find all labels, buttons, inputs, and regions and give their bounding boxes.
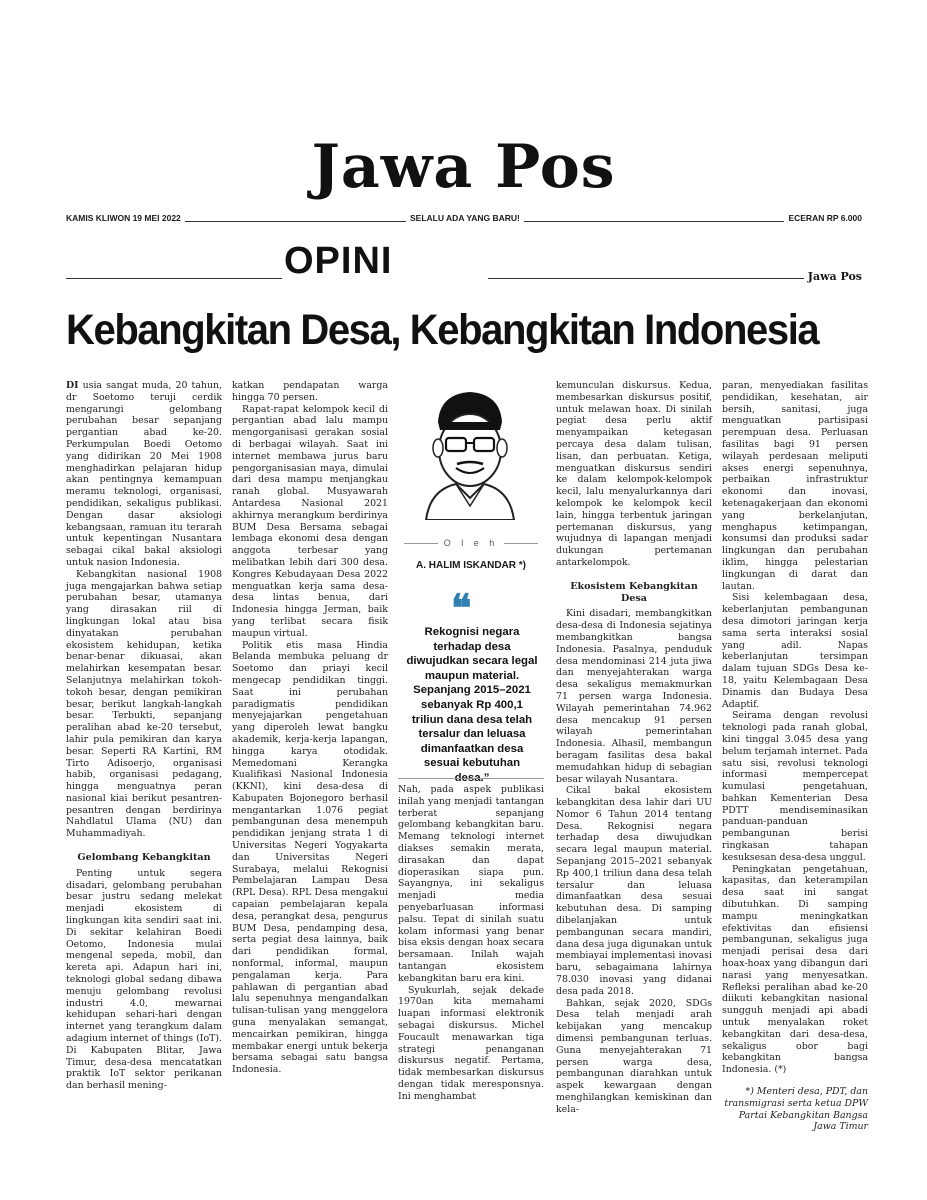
article-headline: Kebangkitan Desa, Kebangkitan Indonesia xyxy=(66,306,819,354)
paragraph: paran, menyediakan fasilitas pendidikan, kesehatan, air bersih, sanitasi, juga menguatkan partisipasi perempuan desa. Perluasan fasilitas bagi 91 persen wilayah perdesaan meliputi akses energi sepenuhnya, perbaikan infrastruktur ekonomi dan inovasi, ketenagakerjaan dan ekonomi yang berkelanjutan, menghapus ketimpangan, konsumsi dan produksi sadar lingkungan dan perubahan iklim, hingga pelestarian lingkungan di darat dan lautan. xyxy=(722,380,868,592)
article-column-1 xyxy=(66,380,222,1092)
section-title: OPINI xyxy=(284,240,393,282)
paragraph: Bahkan, sejak 2020, SDGs Desa telah menjadi arah kebijakan yang mencakup dimensi pembangunan terluas. Guna menyejahterakan 71 persen warga desa, pembangunan diarahkan untuk aspek kewargaan dengan menghilangkan kemiskinan dan kela- xyxy=(556,997,712,1115)
paragraph: Penting untuk segera disadari, gelombang perubahan besar justru sedang melekat menjadi ekosistem di lingkungan kita sendiri saat ini. Di sekitar kelahiran Boedi Oetomo, Indonesia mulai mengenal sepeda, mobil, dan kereta api. Adapun hari ini, teknologi global sedang dibawa menuju gelombang revolusi industri 4.0, mewarnai kehidupan sehari-hari dengan internet yang terangkum dalam adagium internet of things (IoT). Di Kabupaten Blitar, Jawa Timur, desa-desa mencatatkan praktik IoT sektor perikanan dan berhasil mening- xyxy=(66,867,222,1092)
newspaper-masthead: Jawa Pos xyxy=(311,132,616,202)
byline-prefix: O l e h xyxy=(443,538,499,548)
paragraph: Politik etis masa Hindia Belanda membuka peluang dr Soetomo dan priayi kecil mengecap pendidikan tinggi. Saat ini perubahan paradigmatis pendidikan menyejajarkan pengetahuan yang diperoleh lewat bangku akademik, kerja-kerja lapangan, hingga karya otodidak. Memedomani Kerangka Kualifikasi Nasional Indonesia (KKNI), kini desa-desa di Kabupaten Bojonegoro berhasil mengantarkan 1.076 pegiat pembangunan desa menempuh pendidikan jenjang strata 1 di Universitas Negeri Yogyakarta dan Universitas Negeri Surabaya, melalui Rekognisi Pembelajaran Lampau Desa (RPL Desa). RPL Desa mengakui capaian pembelajaran kepala desa, perangkat desa, pengurus BUM Desa, pendamping desa, serta pegiat desa lainnya, baik dari pendidikan formal, nonformal, informal, maupun pengalaman kerja. Para pahlawan di pergantian abad lalu sepenuhnya mengandalkan tulisan-tulisan yang menggelora guna menyalakan semangat, mencairkan pemikiran, hingga membakar energi untuk bekerja bersama sebagai satu bangsa Indonesia. xyxy=(232,639,388,1076)
article-column-5 xyxy=(722,380,868,1133)
subheading: Gelombang Kebangkitan xyxy=(77,852,211,864)
article-column-4 xyxy=(556,380,712,1116)
paragraph: Sisi kelembagaan desa, keberlanjutan pembangunan desa dimotori jaringan kerja sama serta interaksi sosial yang adil. Napas keberlanjutan tersimpan dalam tujuan SDGs Desa ke-18, yaitu Kelembagaan Desa Dinamis dan Budaya Desa Adaptif. xyxy=(722,592,868,710)
article-column-3 xyxy=(398,784,544,1103)
author-note: *) Menteri desa, PDT, dan transmigrasi serta ketua DPW Partai Kebangkitan Bangsa Jawa Timur xyxy=(724,1086,868,1133)
paragraph: katkan pendapatan warga hingga 70 persen. xyxy=(232,380,388,403)
paragraph: Rapat-rapat kelompok kecil di pergantian abad lalu mampu mengorganisasi gerakan sosial di berbagai wilayah. Saat ini internet membawa jurus baru pengorganisasian maya, dimulai dari desa mampu menjangkau ranah global. Musyawarah Antardesa Nasional 2021 akhirnya merangkum berdirinya BUM Desa Bersama sebagai lembaga ekonomi desa dengan anggota terbesar yang melibatkan lebih dari 300 desa. Kongres Kebudayaan Desa 2022 menguatkan kerja sama desa-desa lintas benua, dari Indonesia hingga Jerman, baik yang terlibat secara fisik maupun virtual. xyxy=(232,403,388,639)
paragraph: Syukurlah, sejak dekade 1970an kita memahami luapan informasi elektronik sebagai diskursus. Michel Foucault menawarkan tiga strategi penanganan diskursus negatif. Pertama, tidak membesarkan diskursus dengan tidak meresponsnya. Ini menghambat xyxy=(398,984,544,1102)
paragraph: Peningkatan pengetahuan, kapasitas, dan keterampilan desa saat ini sangat dibutuhkan. Di samping mampu meningkatkan efektivitas dan efisiensi pembangunan, sekaligus juga menjadi perisai desa dari hoax-hoax yang dibangun dari narasi yang menyesatkan. Refleksi peralihan abad ke-20 diikuti kebangkitan nasional sungguh menjadi api abadi untuk menyalakan roket kebangkitan dari desa-desa, sekaligus obor bagi kebangkitan bangsa Indonesia. (*) xyxy=(722,863,868,1076)
issue-date: KAMIS KLIWON 19 MEI 2022 xyxy=(66,213,185,223)
paragraph: Cikal bakal ekosistem kebangkitan desa lahir dari UU Nomor 6 Tahun 2014 tentang Desa. Rekognisi negara terhadap desa diwujudkan secara legal maupun material. Sepanjang 2015–2021 sebanyak Rp 400,1 triliun dana desa telah tersalur dan leluasa dimanfaatkan desa sesuai kebutuhan desa. Di samping dibelanjakan untuk pembangunan secara mandiri, dana desa juga digunakan untuk membiayai implementasi inovasi baru, sebagaimana lahirnya 78.030 inovasi yang didanai desa pada 2018. xyxy=(556,785,712,997)
paragraph: Kini disadari, membangkitkan desa-desa di Indonesia sejatinya membangkitkan bangsa Indonesia. Pasalnya, penduduk desa mendominasi 214 juta jiwa dan menyejahterakan warga desa sekaligus memakmurkan 71 persen warga Indonesia. Wilayah pemerintahan 74.962 desa mencakup 91 persen wilayah pemerintahan Indonesia. Alhasil, membangun beragam fasilitas desa bakal memudahkan hidup di sebagian besar wilayah Nusantara. xyxy=(556,608,712,785)
quote-icon: ❝ xyxy=(451,585,472,630)
section-brand: Jawa Pos xyxy=(804,270,862,283)
paragraph: DI usia sangat muda, 20 tahun, dr Soetomo teruji cerdik mengarungi gelombang perubahan besar sepanjang pergantian abad ke-20. Perkumpulan Boedi Oetomo yang didirikan 20 Mei 1908 menghadirkan pelajaran hidup akan pentingnya kemampuan meramu teknologi, organisasi, pendidikan, sekaligus publikasi. Dengan dasar aksiologi kebangsaan, ramuan itu terarah untuk kepentingan Nusantara sebagai cikal bakal aksiologi untuk nasion Indonesia. xyxy=(66,380,222,568)
article-column-2 xyxy=(232,380,388,1076)
paragraph: Nah, pada aspek publikasi inilah yang menjadi tantangan terberat sepanjang gelombang kebangkitan baru. Memang teknologi internet diakses semakin merata, dirasakan dan dapat dioperasikan siapa pun. Sayangnya, ini sekaligus menjadi media penyebarluasan informasi palsu. Tepat di sinilah suatu kolam informasi yang benar bisa eksis dengan hoax secara bersamaan. Inilah wajah tantangan ekosistem kebangkitan baru era kini. xyxy=(398,784,544,984)
paragraph: Kebangkitan nasional 1908 juga mengajarkan bahwa setiap perubahan besar, utamanya yang dirasakan riil di lingkungan lokal atau bisa dinyatakan perubahan ekosistem kehidupan, ketika benar-benar dikuasai, akan melahirkan kesempatan besar. Selanjutnya melahirkan tokoh-tokoh besar, dengan pemikiran besar, berikut langkah-langkah besar. Terbukti, sepanjang peralihan abad ke-20 tersebut, lahir pula pemikiran dan karya besar. Seperti RA Kartini, RM Tirto Adisoerjo, organisasi habib, organisasi pedagang, hingga menguatnya peran nasional kiai berikut pesantren-pesantren dengan berdirinya Nahdlatul Ulama (NU) dan Muhammadiyah. xyxy=(66,568,222,840)
byline-rule-right xyxy=(504,543,538,544)
dateline-bar xyxy=(66,213,862,227)
section-header xyxy=(66,240,862,288)
pull-quote: Rekognisi negara terhadap desa diwujudkan secara legal maupun material. Sepanjang 2015–2021 sebanyak Rp 400,1 triliun dana desa telah tersalur dan leluasa dimanfaatkan desa sesuai kebutuhan desa.” xyxy=(406,626,538,784)
pull-quote-rule xyxy=(398,778,544,779)
subheading: Ekosistem Kebangkitan Desa xyxy=(570,580,698,604)
author-portrait xyxy=(400,380,538,520)
slogan: SELALU ADA YANG BARU! xyxy=(406,213,524,223)
paragraph: Seirama dengan revolusi teknologi pada ranah global, kini tinggal 3.045 desa yang belum terjamah internet. Pada satu sisi, revolusi teknologi informasi mempercepat kumulasi pengetahuan, bahkan Kementerian Desa PDTT mendiseminasikan panduan-panduan pembangunan berisi ringkasan tahapan kesuksesan desa-desa unggul. xyxy=(722,710,868,863)
drop-cap: DI xyxy=(66,380,79,391)
price: ECERAN RP 6.000 xyxy=(784,213,862,223)
section-rule-right xyxy=(488,278,858,279)
author-name: A. HALIM ISKANDAR *) xyxy=(416,560,526,571)
section-rule-left xyxy=(66,278,282,279)
paragraph: kemunculan diskursus. Kedua, membesarkan diskursus positif, untuk melawan hoax. Di sinilah pegiat desa perlu aktif menyampaikan ketegasan percaya desa dalam tulisan, lisan, dan perbuatan. Ketiga, menguatkan diskursus sendiri ke dalam kelompok-kelompok kecil, lalu menyalurkannya dari kelompok ke kelompok kecil lain, hingga terbentuk jaringan pertemanan diskursus, yang wujudnya di lapangan menjadi dukungan pertemanan antarkelompok. xyxy=(556,380,712,568)
